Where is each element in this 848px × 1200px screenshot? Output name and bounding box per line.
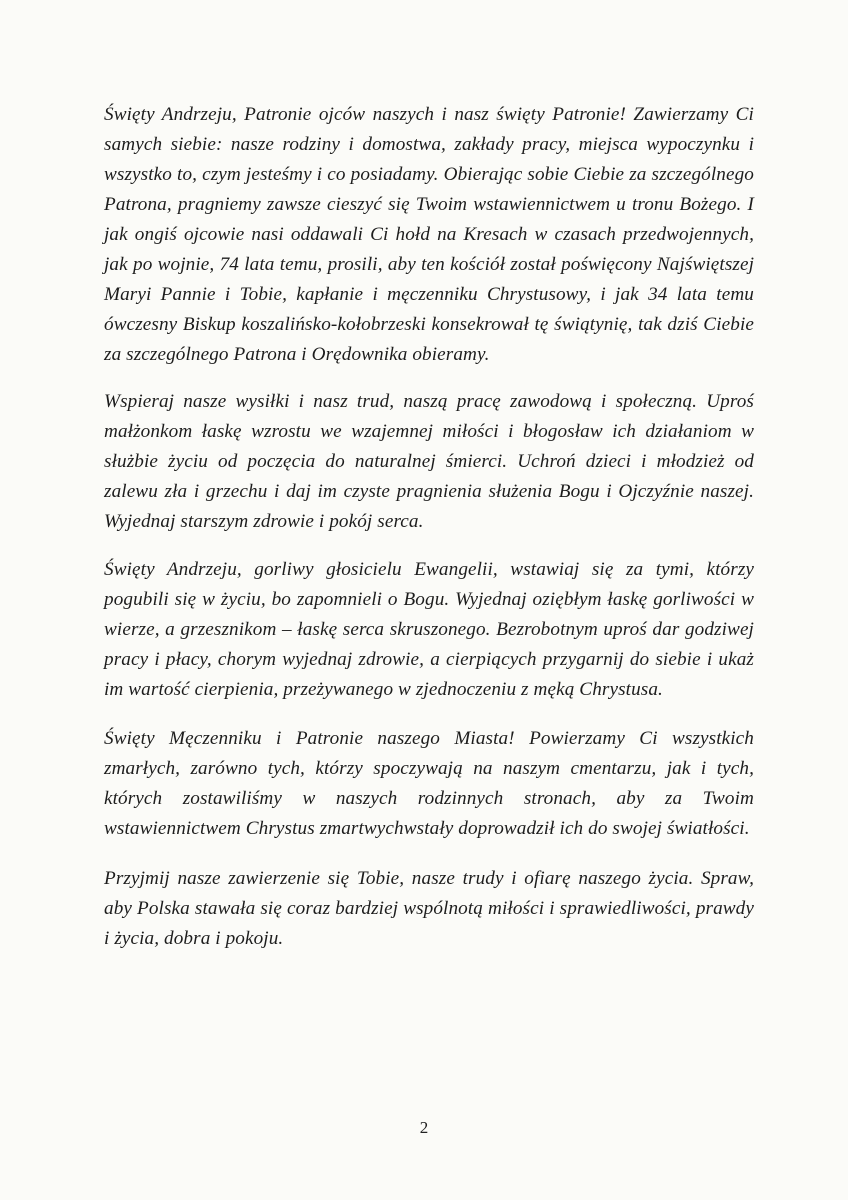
document-body — [104, 100, 754, 972]
prayer-paragraph-2: Wspieraj nasze wysiłki i nasz trud, naszą pracę zawodową i społeczną. Uproś małżonkom łaskę wzrostu we wzajemnej miłości i błogosław ich działaniom w służbie życiu od poczęcia do naturalnej śmierci. Uchroń dzieci i młodzież od zalewu zła i grzechu i daj im czyste pragnienia służenia Bogu i Ojczyźnie naszej. Wyjednaj starszym zdrowie i pokój serca. — [104, 391, 754, 532]
prayer-paragraph-3: Święty Andrzeju, gorliwy głosicielu Ewangelii, wstawiaj się za tymi, którzy pogubili się w życiu, bo zapomnieli o Bogu. Wyjednaj oziębłym łaskę gorliwości w wierze, a grzesznikom – łaskę serca skruszonego. Bezrobotnym uproś dar godziwej pracy i płacy, chorym wyjednaj zdrowie, a cierpiących przygarnij do siebie i ukaż im wartość cierpienia, przeżywanego w zjednoczeniu z męką Chrystusa. — [104, 559, 754, 700]
page-number: 2 — [419, 1118, 429, 1137]
prayer-paragraph-5: Przyjmij nasze zawierzenie się Tobie, nasze trudy i ofiarę naszego życia. Spraw, aby Polska stawała się coraz bardziej wspólnotą miłości i sprawiedliwości, prawdy i życia, dobra i pokoju. — [104, 868, 754, 949]
prayer-paragraph-1: Święty Andrzeju, Patronie ojców naszych i nasz święty Patronie! Zawierzamy Ci samych siebie: nasze rodziny i domostwa, zakłady pracy, miejsca wypoczynku i wszystko to, czym jesteśmy i co posiadamy. Obierając sobie Ciebie za szczególnego Patrona, pragniemy zawsze cieszyć się Twoim wstawiennictwem u tronu Bożego. I jak ongiś ojcowie nasi oddawali Ci hołd na Kresach w czasach przedwojennych, jak po wojnie, 74 lata temu, prosili, aby ten kościół został poświęcony Najświętszej Maryi Pannie i Tobie, kapłanie i męczenniku Chrystusowy, i jak 34 lata temu ówczesny Biskup koszalińsko-kołobrzeski konsekrował tę świątynię, tak dziś Ciebie za szczególnego Patrona i Orędownika obieramy. — [104, 104, 754, 365]
prayer-paragraph-4: Święty Męczenniku i Patronie naszego Miasta! Powierzamy Ci wszystkich zmarłych, zarówno tych, którzy spoczywają na naszym cmentarzu, jak i tych, których zostawiliśmy w naszych rodzinnych stronach, aby za Twoim wstawiennictwem Chrystus zmartwychwstały doprowadził ich do swojej światłości. — [104, 728, 754, 839]
